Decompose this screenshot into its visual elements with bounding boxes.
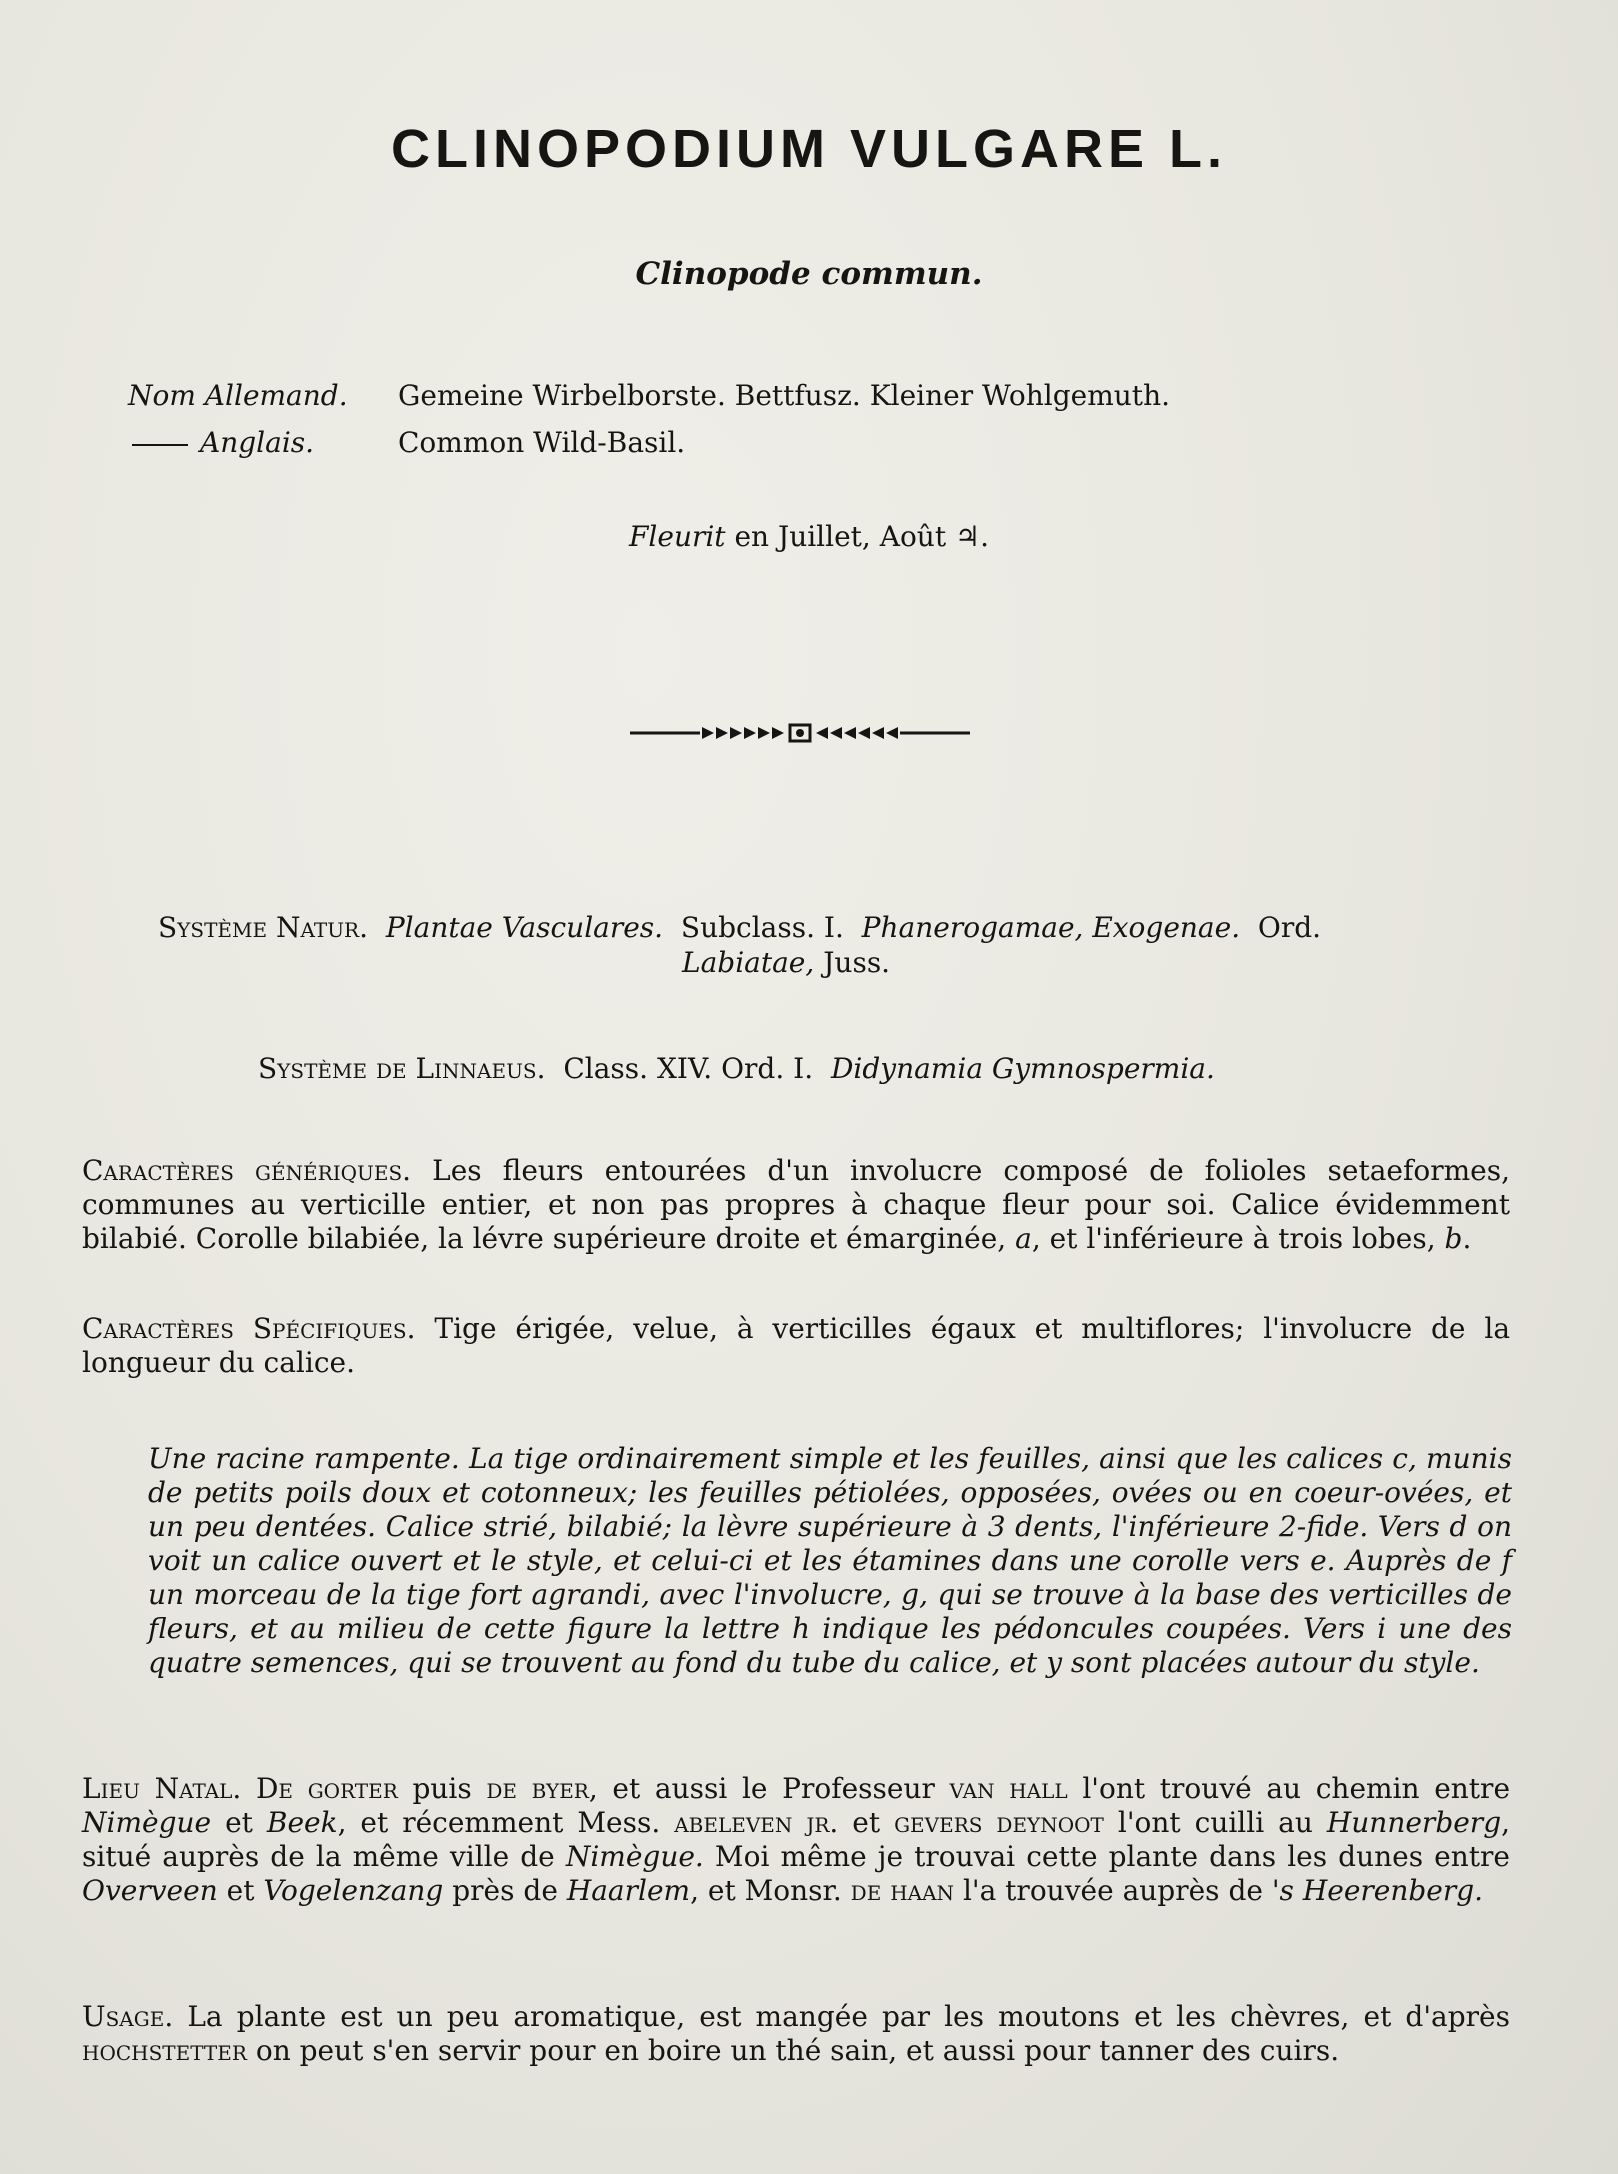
systeme-natur-part3: Phanerogamae, Exogenae. [861,911,1241,944]
person-name: abeleven jr. [674,1806,839,1839]
systeme-natur-part5: Labiatae, [682,946,815,979]
flowering-time [0,520,1618,553]
description: Une racine rampente. La tige ordinairement simple et les feuilles, ainsi que les calices c, munis de petits poils doux et cotonneux; les feuilles pétiolées, opposées, ovées ou en coeur-ovées, et un peu dentées. Calice strié, bilabié; la lèvre supérieure à 3 dents, l'inférieure 2-fide. Vers d on voit un calice ouvert et le style, et celui-ci et les étamines dans une corolle vers e. Auprès de f un morceau de la tige fort agrandi, avec l'involucre, g, qui se trouve à la base des verticilles de fleurs, et au milieu de cette figure la lettre h indique les pédoncules coupées. Vers i une des quatre semences, qui se trouvent au fond du tube du calice, et y sont placées autour du style. [148,1442,1512,1679]
person-name: van hall [949,1772,1068,1805]
place-name: Hunnerberg [1326,1806,1502,1839]
lieu-t13: , et Monsr. [690,1874,842,1907]
systeme-natur [158,910,1498,980]
systeme-natur-part2: Subclass. I. [680,911,844,944]
systeme-natur-part4: Ord. [1257,911,1322,944]
name-english-value: Common Wild-Basil. [398,426,686,459]
systeme-natur-label: Système Natur. [158,911,369,944]
ornament-divider-icon [630,722,970,744]
lieu-t12: près de [452,1874,558,1907]
ditto-dash [132,444,188,446]
place-name: Nimègue. [565,1840,704,1873]
place-name: 's Heerenberg. [1271,1874,1484,1907]
figure-letter-a: a [1015,1222,1032,1255]
lieu-t11: et [226,1874,255,1907]
name-german-value: Gemeine Wirbelborste. Bettfusz. Kleiner Wohlgemuth. [398,379,1170,412]
lieu-t5: et [225,1806,253,1839]
place-name: Overveen [82,1874,218,1907]
lieu-t8: l'ont cuilli au [1117,1806,1313,1839]
generic-characters-text1: Les fleurs entourées d'un involucre composé de folioles setaeformes, communes au verticille entier, et non pas propres à chaque fleur pour soi. Calice évidemment bilabié. Corolle bilabiée, la lévre supérieure droite et émarginée, [82,1154,1510,1255]
generic-characters-head: Caractères génériques. [82,1154,412,1187]
specific-characters-head: Caractères Spécifiques. [82,1312,416,1345]
systeme-linnaeus-part2: Didynamia Gymnospermia. [830,1052,1215,1085]
name-english-label: Anglais. [200,426,315,459]
page-subtitle: Clinopode commun. [635,256,983,292]
native-place [82,1772,1510,1908]
name-german-label: Nom Allemand. [128,379,348,412]
place-name: Vogelenzang [263,1874,444,1907]
specific-characters-text: Tige érigée, velue, à verticilles égaux et multiflores; l'involucre de la longueur du calice. [82,1312,1511,1379]
lieu-t10: Moi même je trouvai cette plante dans les dunes entre [714,1840,1510,1873]
native-place-head: Lieu Natal. [82,1772,242,1805]
place-name: Haarlem [566,1874,691,1907]
perennial-symbol: ♃. [955,520,990,553]
usage-t1: La plante est un peu aromatique, est mangée par les moutons et les chèvres, et d'après [187,2000,1510,2033]
person-name: de byer [486,1772,589,1805]
common-names [128,372,1170,466]
flowering-text: en Juillet, Août [734,520,947,553]
person-name: hochstetter [82,2034,247,2067]
usage [82,2000,1510,2068]
generic-characters-text3: . [1462,1222,1472,1255]
systeme-linnaeus-part1: Class. XIV. Ord. I. [563,1052,814,1085]
lieu-t3: , et aussi le Professeur [588,1772,935,1805]
person-name: gevers deynoot [894,1806,1104,1839]
systeme-linnaeus [258,1052,1215,1085]
systeme-natur-part6: Juss. [823,946,891,979]
person-name: gorter [307,1772,398,1805]
person-name: de haan [850,1874,955,1907]
name-german [128,372,1170,419]
figure-letter-b: b [1444,1222,1463,1255]
lieu-t1: De [255,1772,294,1805]
systeme-linnaeus-label: Système de Linnaeus. [258,1052,546,1085]
place-name: Beek [266,1806,338,1839]
generic-characters-text2: , et l'inférieure à trois lobes, [1031,1222,1436,1255]
generic-characters [82,1154,1510,1256]
name-english [128,419,1170,466]
page-title: CLINOPODIUM VULGARE L. [391,119,1227,179]
flowering-label: Fleurit [628,520,726,553]
specific-characters [82,1312,1510,1380]
lieu-t7: et [852,1806,881,1839]
usage-t2: on peut s'en servir pour en boire un thé sain, et aussi pour tanner des cuirs. [255,2034,1340,2067]
usage-head: Usage. [82,2000,174,2033]
systeme-natur-part1: Plantae Vasculares. [385,911,664,944]
lieu-t2: puis [412,1772,472,1805]
lieu-t14: l'a trouvée auprès de [962,1874,1263,1907]
place-name: Nimègue [82,1806,212,1839]
lieu-t9: , situé auprès de la même ville de [82,1806,1511,1873]
lieu-t4: l'ont trouvé au chemin entre [1082,1772,1511,1805]
lieu-t6: , et récemment Mess. [337,1806,661,1839]
